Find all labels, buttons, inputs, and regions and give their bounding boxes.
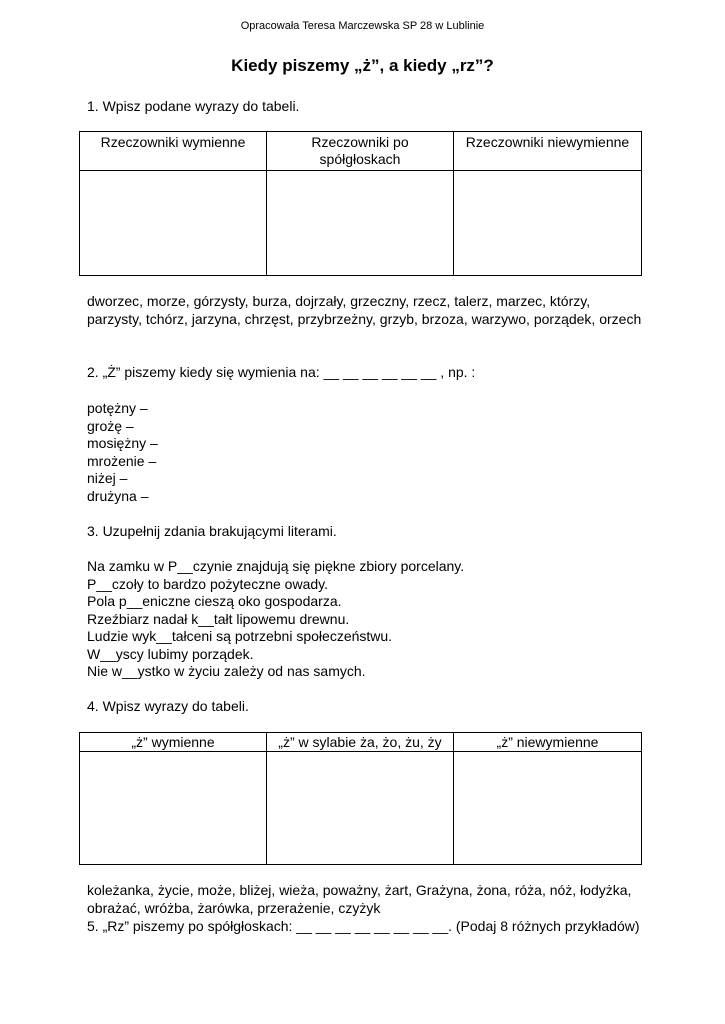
task4-table xyxy=(79,732,642,865)
task1-table xyxy=(79,131,642,276)
task1-header-row xyxy=(80,132,642,171)
task1-answer-cell[interactable] xyxy=(267,171,454,276)
task2-word: niżej – xyxy=(87,470,128,486)
task3-sentence: Pola p__eniczne cieszą oko gospodarza. xyxy=(87,593,342,609)
task1-col-header xyxy=(267,132,454,171)
task1-instruction: 1. Wpisz podane wyrazy do tabeli. xyxy=(87,98,300,114)
task1-answer-cell[interactable] xyxy=(454,171,642,276)
task3-sentence: Nie w__ystko w życiu zależy od nas samych. xyxy=(87,663,366,679)
task3-sentence: Rzeźbiarz nadał k__tałt lipowemu drewnu. xyxy=(87,611,350,627)
task4-answer-cell[interactable] xyxy=(267,752,454,865)
task1-col-header: Rzeczowniki wymienne xyxy=(80,132,267,171)
page-title: Kiedy piszemy „ż”, a kiedy „rz”? xyxy=(231,56,494,75)
task4-instruction: 4. Wpisz wyrazy do tabeli. xyxy=(87,698,249,714)
task1-word-list: dworzec, morze, górzysty, burza, dojrzały, grzeczny, rzecz, talerz, marzec, którzy, parzysty, tchórz, jarzyna, chrzęst, przybrzeżny, grzyb, brzoza, warzywo, porządek, orzech xyxy=(87,293,642,327)
task4-col-header: „ż” w sylabie ża, żo, żu, ży xyxy=(267,733,454,752)
task2-instruction: 2. „Ż” piszemy kiedy się wymienia na: __ __ __ __ __ __ , np. : xyxy=(87,364,476,380)
task2-word: grożę – xyxy=(87,418,134,434)
task5-instruction: 5. „Rz” piszemy po spółgłoskach: __ __ __ __ __ __ __ __. (Podaj 8 różnych przykładów) xyxy=(87,918,640,934)
task4-answer-cell[interactable] xyxy=(454,752,642,865)
task2-word: mosiężny – xyxy=(87,435,158,451)
task2-word: drużyna – xyxy=(87,488,149,504)
task3-instruction: 3. Uzupełnij zdania brakującymi literami. xyxy=(87,523,337,539)
task1-col-header-label: Rzeczowniki po spółgłoskach xyxy=(311,134,409,167)
task1-col-header: Rzeczowniki niewymienne xyxy=(454,132,642,171)
task3-sentence: Ludzie wyk__tałceni są potrzebni społeczeństwu. xyxy=(87,628,393,644)
task3-sentence: W__yscy lubimy porządek. xyxy=(87,646,254,662)
task4-header-row xyxy=(80,733,642,752)
task1-answer-row xyxy=(80,171,642,276)
task4-answer-row xyxy=(80,752,642,865)
task4-col-header: „ż” wymienne xyxy=(80,733,267,752)
task1-answer-cell[interactable] xyxy=(80,171,267,276)
task3-sentence: P__czoły to bardzo pożyteczne owady. xyxy=(87,576,328,592)
task4-word-list: koleżanka, życie, może, bliżej, wieża, poważny, żart, Grażyna, żona, róża, nóż, łodyżka, obrażać, wróżba, żarówka, przerażenie, czyżyk xyxy=(87,882,632,916)
page-header: Opracowała Teresa Marczewska SP 28 w Lublinie xyxy=(240,20,485,32)
task2-word: mrożenie – xyxy=(87,453,157,469)
task3-sentence: Na zamku w P__czynie znajdują się piękne zbiory porcelany. xyxy=(87,558,465,574)
task4-col-header: „ż” niewymienne xyxy=(454,733,642,752)
task2-word: potężny – xyxy=(87,400,148,416)
task4-answer-cell[interactable] xyxy=(80,752,267,865)
